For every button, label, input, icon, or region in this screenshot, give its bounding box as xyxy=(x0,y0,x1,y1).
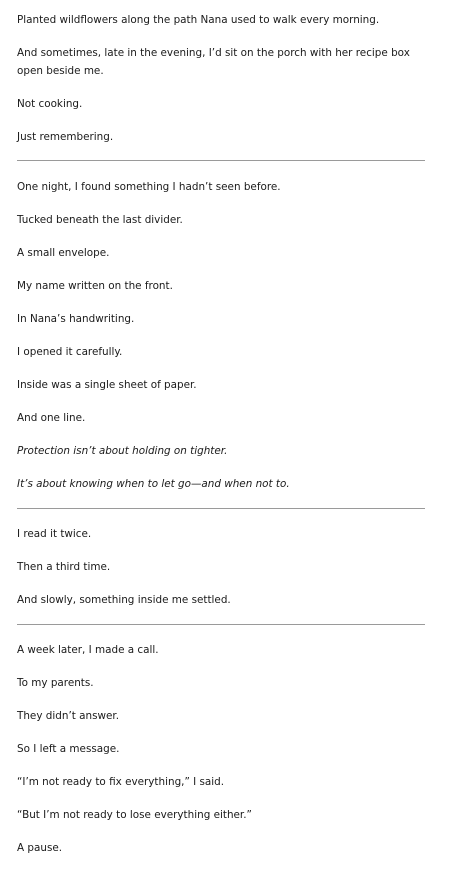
paragraph: My name written on the front. xyxy=(17,280,173,292)
paragraph: Inside was a single sheet of paper. xyxy=(17,379,197,391)
paragraph: In Nana’s handwriting. xyxy=(17,313,135,325)
quote-line: It’s about knowing when to let go—and when not to. xyxy=(17,478,290,490)
paragraph: And one line. xyxy=(17,412,86,424)
paragraph: Then a third time. xyxy=(17,561,111,573)
paragraph: “But I’m not ready to lose everything either.” xyxy=(17,809,252,821)
paragraph: Not cooking. xyxy=(17,98,83,110)
paragraph: I read it twice. xyxy=(17,528,92,540)
paragraph: So I left a message. xyxy=(17,743,120,755)
quote-line: Protection isn’t about holding on tighter. xyxy=(17,445,228,457)
paragraph: A week later, I made a call. xyxy=(17,644,159,656)
paragraph: One night, I found something I hadn’t seen before. xyxy=(17,181,281,193)
paragraph: Planted wildflowers along the path Nana used to walk every morning. xyxy=(17,14,380,26)
paragraph: “I’m not ready to fix everything,” I said. xyxy=(17,776,225,788)
paragraph: Just remembering. xyxy=(17,131,114,143)
paragraph: They didn’t answer. xyxy=(17,710,119,722)
paragraph: And slowly, something inside me settled. xyxy=(17,594,231,606)
section-divider xyxy=(17,160,425,161)
paragraph: To my parents. xyxy=(17,677,94,689)
section-divider xyxy=(17,508,425,509)
paragraph: Tucked beneath the last divider. xyxy=(17,214,183,226)
section-divider xyxy=(17,624,425,625)
paragraph: I opened it carefully. xyxy=(17,346,123,358)
paragraph: A pause. xyxy=(17,842,63,854)
paragraph: A small envelope. xyxy=(17,247,110,259)
paragraph: And sometimes, late in the evening, I’d sit on the porch with her recipe box open beside me. xyxy=(17,47,410,77)
